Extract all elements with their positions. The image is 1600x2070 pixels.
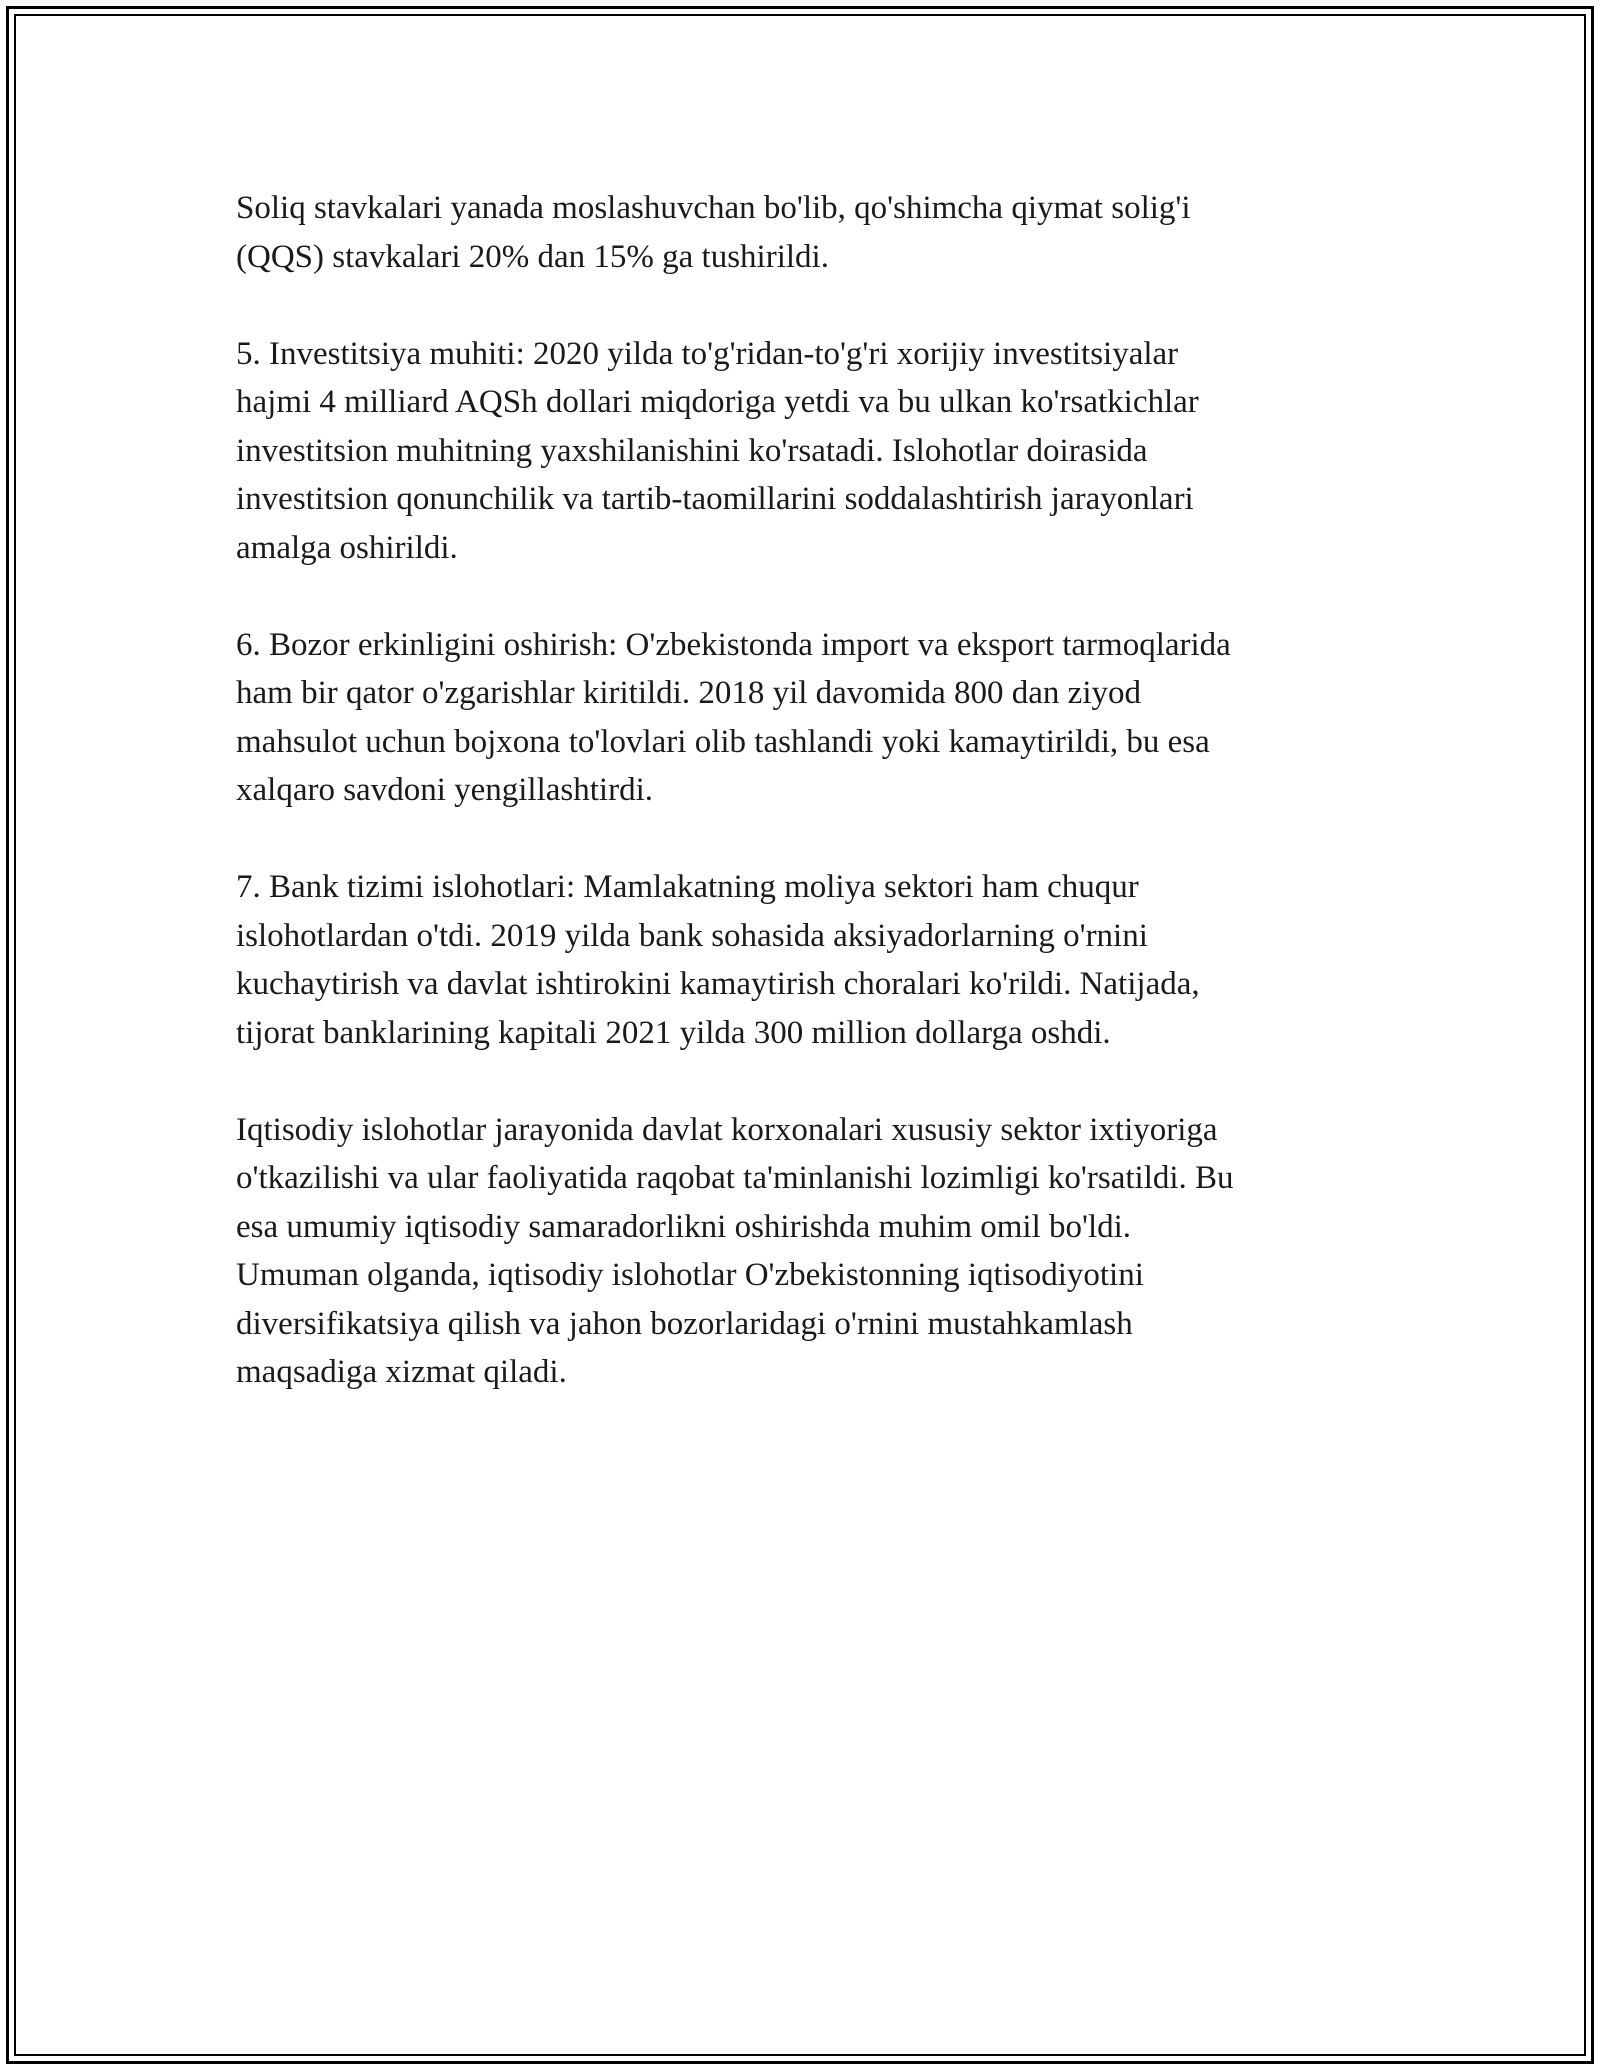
text-line: 6. Bozor erkinligini oshirish: O'zbekistonda import va eksport tarmoqlarida — [236, 626, 1231, 663]
text-line: investitsion qonunchilik va tartib-taomillarini soddalashtirish jarayonlari — [236, 481, 1194, 517]
paragraph-banking-reforms — [236, 863, 1386, 1057]
paragraph-conclusion — [236, 1106, 1386, 1397]
text-line: kuchaytirish va davlat ishtirokini kamaytirish choralari ko'rildi. Natijada, — [236, 966, 1200, 1002]
text-line: 7. Bank tizimi islohotlari: Mamlakatning moliya sektori ham chuqur — [236, 869, 1139, 905]
paragraph-investment-climate — [236, 330, 1386, 573]
text-line: hajmi 4 milliard AQSh dollari miqdoriga yetdi va bu ulkan ko'rsatkichlar — [236, 384, 1199, 420]
text-line: (QQS) stavkalari 20% dan 15% ga tushirildi. — [236, 238, 829, 275]
text-line: islohotlardan o'tdi. 2019 yilda bank sohasida aksiyadorlarning o'rnini — [236, 917, 1148, 954]
text-line: diversifikatsiya qilish va jahon bozorlaridagi o'rnini mustahkamlash — [236, 1305, 1133, 1342]
text-line: o'tkazilishi va ular faoliyatida raqobat ta'minlanishi lozimligi ko'rsatildi. Bu — [236, 1160, 1234, 1196]
text-line: ham bir qator o'zgarishlar kiritildi. 2018 yil davomida 800 dan ziyod — [236, 675, 1142, 711]
text-line: Iqtisodiy islohotlar jarayonida davlat korxonalari xususiy sektor ixtiyoriga — [236, 1111, 1218, 1148]
paragraph-market-freedom — [236, 621, 1386, 815]
paragraph-vat-rates — [236, 184, 1386, 281]
text-line: tijorat banklarining kapitali 2021 yilda 300 million dollarga oshdi. — [236, 1014, 1111, 1051]
text-line: Umuman olganda, iqtisodiy islohotlar O'zbekistonning iqtisodiyotini — [236, 1257, 1144, 1293]
text-line: esa umumiy iqtisodiy samaradorlikni oshirishda muhim omil bo'ldi. — [236, 1208, 1132, 1245]
text-line: Soliq stavkalari yanada moslashuvchan bo'lib, qo'shimcha qiymat solig'i — [236, 190, 1191, 226]
text-line: 5. Investitsiya muhiti: 2020 yilda to'g'ridan-to'g'ri xorijiy investitsiyalar — [236, 335, 1179, 372]
text-line: mahsulot uchun bojxona to'lovlari olib tashlandi yoki kamaytirildi, bu esa — [236, 723, 1210, 760]
text-line: maqsadiga xizmat qiladi. — [236, 1354, 567, 1390]
text-line: investitsion muhitning yaxshilanishini ko'rsatadi. Islohotlar doirasida — [236, 432, 1148, 469]
text-line: xalqaro savdoni yengillashtirdi. — [236, 772, 653, 808]
text-line: amalga oshirildi. — [236, 529, 458, 566]
document-body — [236, 184, 1386, 1397]
